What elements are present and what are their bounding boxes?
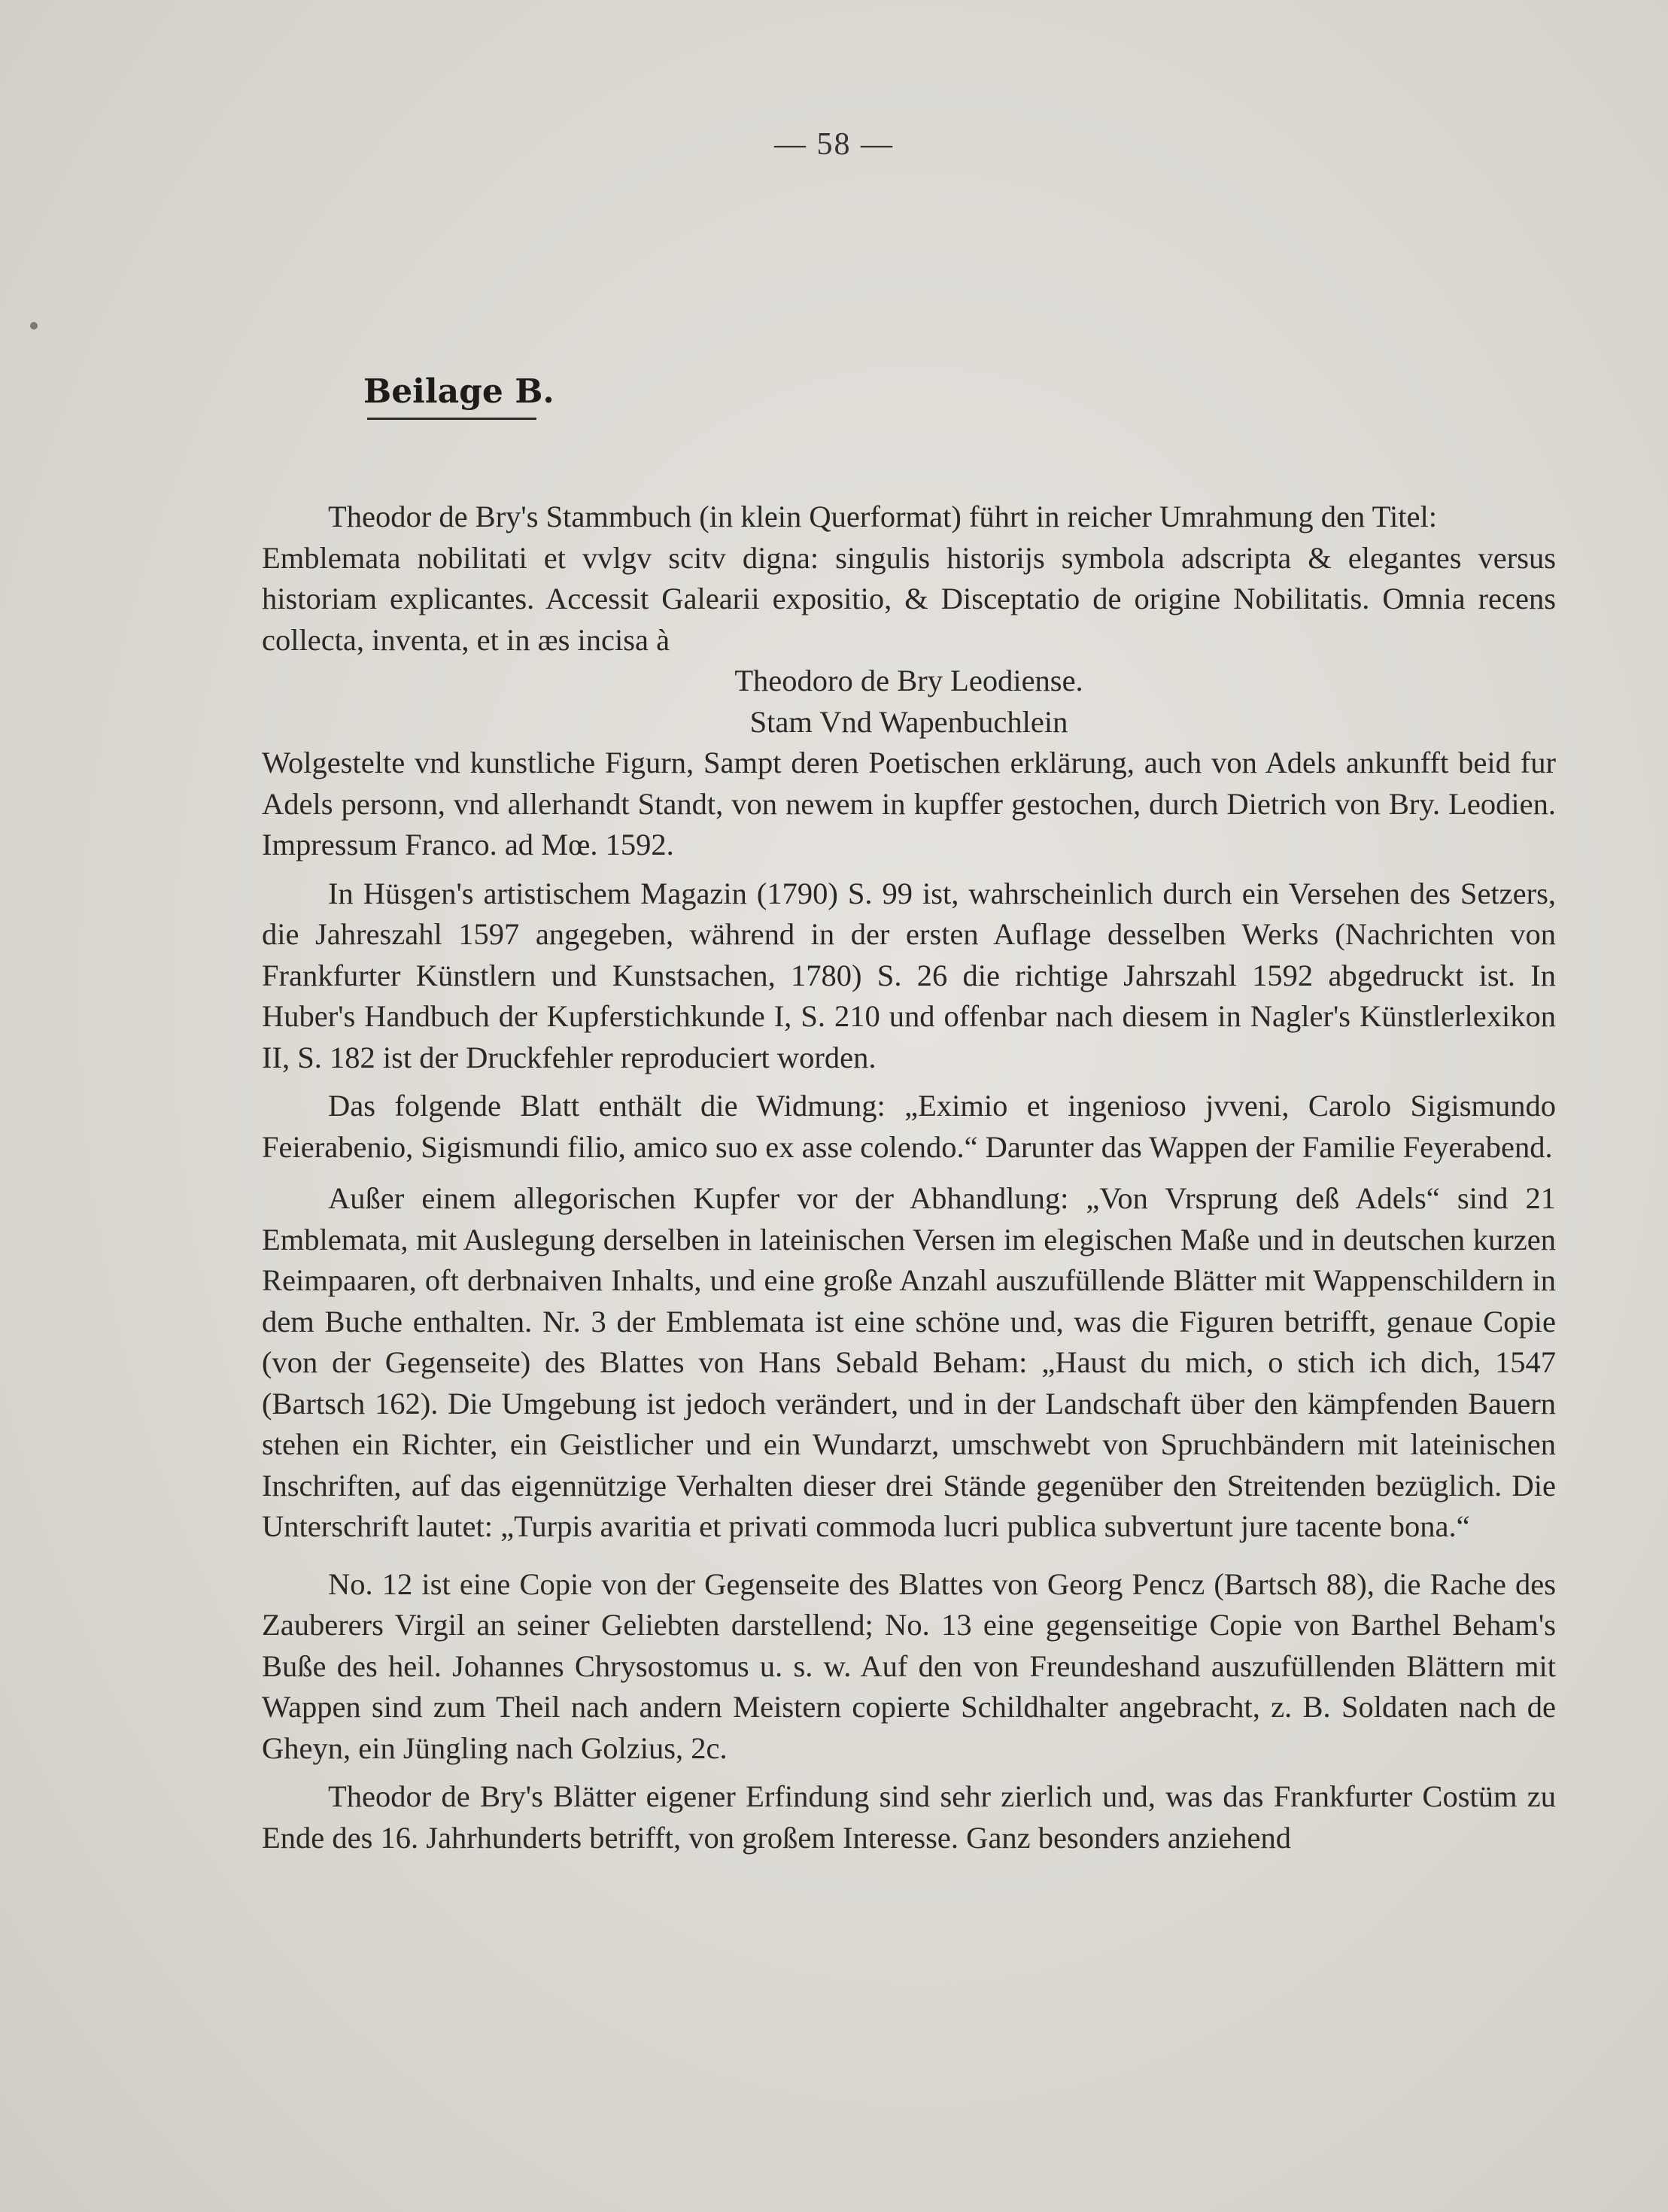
section-title: Beilage B. xyxy=(363,372,554,411)
page-number: — 58 — xyxy=(774,127,894,162)
paragraph-huesgen: In Hüsgen's artistischem Magazin (1790) S. 99 ist, wahrscheinlich durch ein Versehen des Setzers, die Jahreszahl 1597 angegeben, während in der ersten Auflage desselben Werks (Nachrichten von Frankfurter Künstlern und Kunstsachen, 1780) S. 26 die richtige Jahrszahl 1592 abgedruckt ist. In Huber's Handbuch der Kupferstichkunde I, S. 210 und offenbar nach diesem in Nagler's Künstlerlexikon II, S. 182 ist der Druckfehler reproduciert worden. xyxy=(262,876,1556,1074)
paragraph-own-invention: Theodor de Bry's Blätter eigener Erfindung sind sehr zierlich und, was das Frankfurter Costüm zu Ende des 16. Jahrhunderts betrifft, von großem Interesse. Ganz besonders anziehend xyxy=(262,1779,1556,1855)
body-text xyxy=(262,497,1556,1858)
paragraph-intro: Theodor de Bry's Stammbuch (in klein Querformat) führt in reicher Umrahmung den Titel: xyxy=(328,500,1437,533)
paragraph-widmung: Das folgende Blatt enthält die Widmung: „Eximio et ingenioso jvveni, Carolo Sigismundo Feierabenio, Sigismundi filio, amico suo ex asse colendo.“ Darunter das Wappen der Familie Feyerabend. xyxy=(262,1089,1556,1164)
paragraph-title-german-continued: Wolgestelte vnd kunstliche Figurn, Sampt deren Poetischen erklärung, auch von Adels ankunfft beid fur Adels personn, vnd allerhandt Standt, von newem in kupffer gestochen, durch Dietrich von Bry. Leodien. Impressum Franco. ad Mœ. 1592. xyxy=(262,746,1556,861)
paragraph-copies: No. 12 ist eine Copie von der Gegenseite des Blattes von Georg Pencz (Bartsch 88), die Rache des Zauberers Virgil an seiner Geliebten darstellend; No. 13 eine gegenseitige Copie von Barthel Beham's Buße des heil. Johannes Chrysostomus u. s. w. Auf den von Freundeshand auszufüllenden Blättern mit Wappen sind zum Theil nach andern Meistern copierte Schildhalter angebracht, z. B. Soldaten nach de Gheyn, ein Jüngling nach Golzius, 2c. xyxy=(262,1566,1556,1765)
title-underline xyxy=(367,418,536,420)
scan-speck xyxy=(30,322,38,330)
paragraph-title-author: Theodoro de Bry Leodiense. xyxy=(734,664,1083,697)
paragraph-emblemata: Außer einem allegorischen Kupfer vor der Abhandlung: „Von Vrsprung deß Adels“ sind 21 Emblemata, mit Auslegung derselben in lateinischen Versen im elegischen Maße und in deutschen kurzen Reimpaaren, oft derbnaiven Inhalts, und eine große Anzahl auszufüllende Blätter mit Wappenschildern in dem Buche enthalten. Nr. 3 der Emblemata ist eine schöne und, was die Figuren betrifft, genaue Copie (von der Gegenseite) des Blattes von Hans Sebald Beham: „Haust du mich, o stich ich dich, 1547 (Bartsch 162). Die Umgebung ist jedoch verändert, und in der Landschaft über den kämpfenden Bauern stehen ein Richter, ein Geistlicher und ein Wundarzt, umschwebt von Spruchbändern mit lateinischen Inschriften, auf das eigennützige Verhalten dieser drei Stände gegenüber den Streitenden bezüglich. Die Unterschrift lautet: „Turpis avaritia et privati commoda lucri publica subvertunt jure tacente bona.“ xyxy=(262,1181,1556,1543)
paragraph-title-german: Stam Vnd Wapenbuchlein xyxy=(749,704,1068,739)
paragraph-title-latin: Emblemata nobilitati et vvlgv scitv digna: singulis historijs symbola adscripta & elegantes versus historiam explicantes. Accessit Galearii expositio, & Disceptatio de origine Nobilitatis. Omnia recens collecta, inventa, et in æs incisa à xyxy=(262,540,1556,657)
